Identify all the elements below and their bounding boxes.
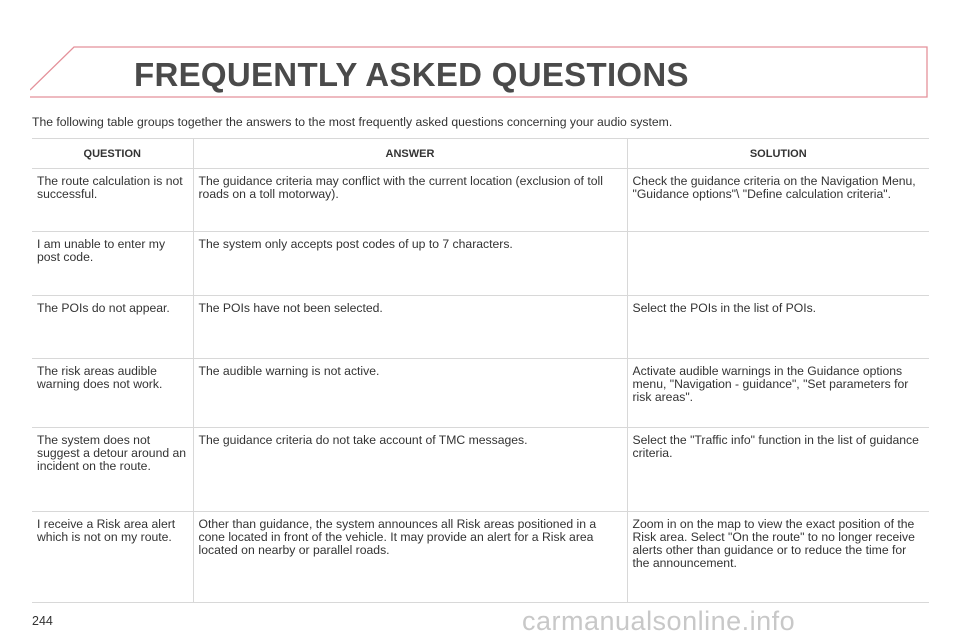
solution-cell: Select the POIs in the list of POIs. [627,296,929,359]
table-row [32,232,929,296]
watermark: carmanualsonline.info [522,606,796,636]
answer-cell: The guidance criteria may conflict with the current location (exclusion of toll roads on a toll motorway). [193,169,627,232]
table-row [32,169,929,232]
table-row [32,428,929,512]
column-header-question: QUESTION [32,139,193,169]
solution-cell: Zoom in on the map to view the exact position of the Risk area. Select "On the route" to no longer receive alerts other than guidance or to reduce the time for the announcement. [627,512,929,603]
question-cell: I receive a Risk area alert which is not on my route. [32,512,193,603]
column-header-solution: SOLUTION [627,139,929,169]
answer-cell: The system only accepts post codes of up to 7 characters. [193,232,627,296]
intro-text: The following table groups together the answers to the most frequently asked questions concerning your audio system. [32,115,673,129]
answer-cell: Other than guidance, the system announces all Risk areas positioned in a cone located in front of the vehicle. It may provide an alert for a Risk area located on nearby or parallel roads. [193,512,627,603]
question-cell: The risk areas audible warning does not work. [32,359,193,428]
question-cell: The POIs do not appear. [32,296,193,359]
answer-cell: The guidance criteria do not take account of TMC messages. [193,428,627,512]
table-header-row [32,139,929,169]
page-number: 244 [32,614,53,628]
question-cell: I am unable to enter my post code. [32,232,193,296]
question-cell: The route calculation is not successful. [32,169,193,232]
solution-cell [627,232,929,296]
solution-cell: Check the guidance criteria on the Navigation Menu, "Guidance options"\ "Define calculation criteria". [627,169,929,232]
answer-cell: The POIs have not been selected. [193,296,627,359]
page-title: FREQUENTLY ASKED QUESTIONS [134,56,689,93]
solution-cell: Activate audible warnings in the Guidance options menu, "Navigation - guidance", "Set parameters for risk areas". [627,359,929,428]
solution-cell: Select the "Traffic info" function in the list of guidance criteria. [627,428,929,512]
column-header-answer: ANSWER [193,139,627,169]
table-row [32,359,929,428]
question-cell: The system does not suggest a detour around an incident on the route. [32,428,193,512]
answer-cell: The audible warning is not active. [193,359,627,428]
faq-table [32,138,929,603]
table-row [32,296,929,359]
table-row [32,512,929,603]
